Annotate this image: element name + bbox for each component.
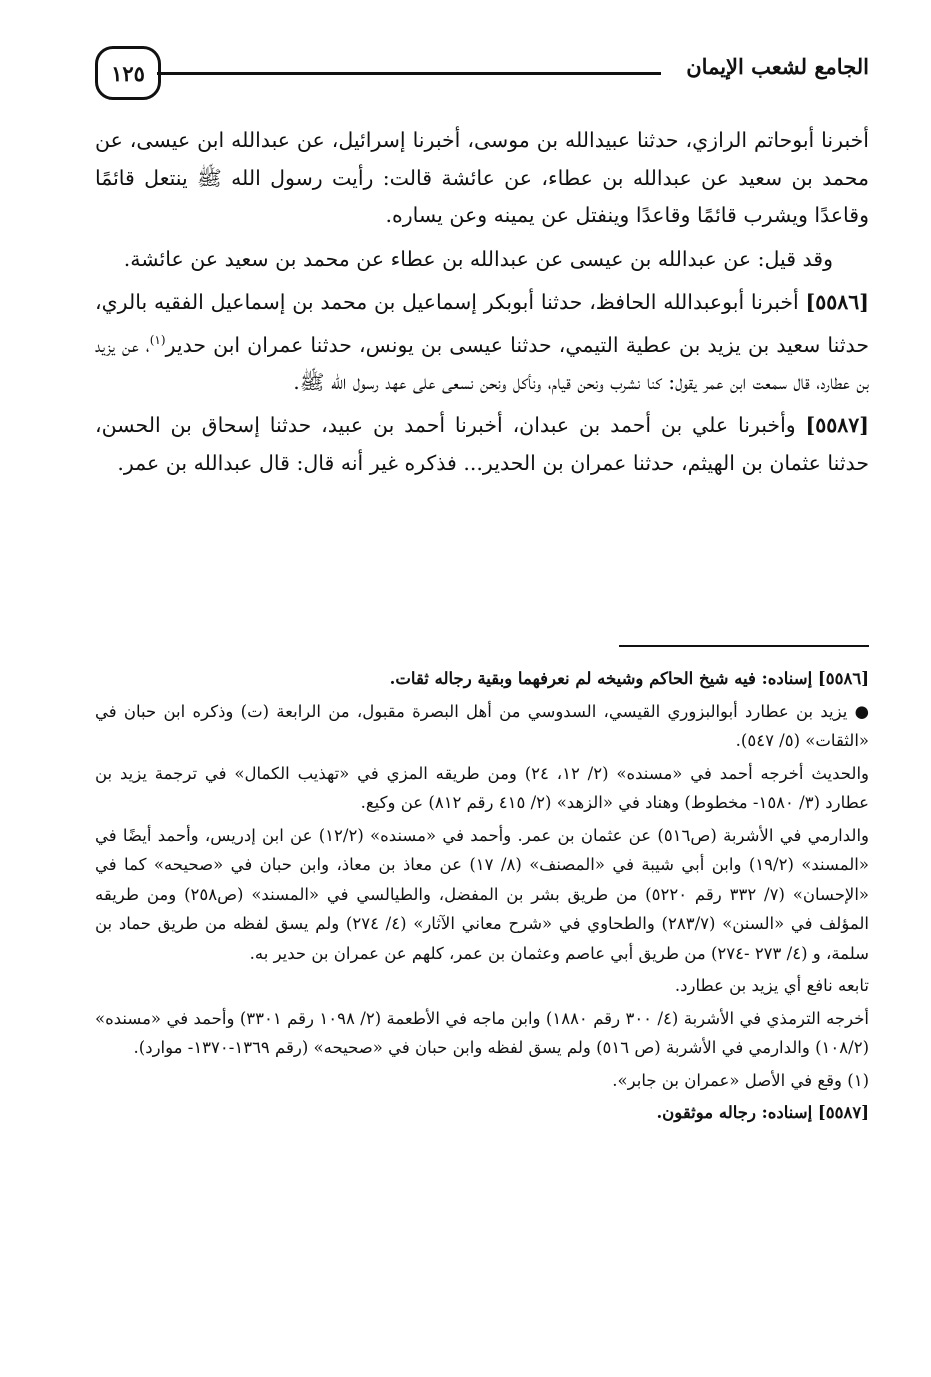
book-page xyxy=(95,0,869,1377)
note-narrator: ● يزيد بن عطارد أبوالبزوري القيسي، السدوسي من أهل البصرة مقبول، من الرابعة (ت) وذكره ابن حبان في «الثقات» (٥/ ٥٤٧). xyxy=(95,701,869,750)
hadith-text: ، عن يزيد بن عطارد، قال سمعت ابن عمر يقول: كنا نشرب ونحن قيام، ونأكل ونحن نسعى على عهد رسول الله ﷺ. xyxy=(95,332,869,394)
hadith-5586 xyxy=(95,284,869,401)
footnote-marker: (١) xyxy=(149,332,166,347)
note-mutaba: تابعه نافع أي يزيد بن عطارد. xyxy=(674,976,869,995)
hadith-text: أخبرنا أبوعبدالله الحافظ، حدثنا أبوبكر إسماعيل بن محمد بن إسماعيل الفقيه بالري، حدثنا سعيد بن يزيد بن عطية التيمي، حدثنا عيسى بن يونس، حدثنا عمران ابن حدير xyxy=(95,290,869,357)
header-rule xyxy=(157,72,661,75)
note-footnote-1: (١) وقع في الأصل «عمران بن جابر». xyxy=(612,1070,869,1090)
page-header xyxy=(95,46,869,106)
running-title: الجامع لشعب الإيمان xyxy=(686,54,869,79)
note-isnad-5586: [٥٥٨٦] إسناده: فيه شيخ الحاكم وشيخه لم نعرفهما وبقية رجاله ثقات. xyxy=(389,669,869,688)
hadith-number: [٥٥٨٦] xyxy=(805,290,869,314)
hadith-5587 xyxy=(95,407,869,482)
note-takhrij-3: أخرجه الترمذي في الأشربة (٤/ ٣٠٠ رقم ١٨٨٠) وابن ماجه في الأطعمة (٢/ ١٠٩٨ رقم ٣٣٠١) وأحمد في «مسنده» (١٠٨/٢) والدارمي في الأشربة (ص ٥١٦) ولم يسق لفظه وابن حبان في «صحيحه» (رقم ١٣٦٩-١٣٧٠- موارد). xyxy=(95,1008,870,1057)
note-takhrij-2: والدارمي في الأشربة (ص٥١٦) عن عثمان بن عمر. وأحمد في «مسنده» (١٢/٢) عن ابن إدريس، وأحمد أيضًا في «المسند» (١٩/٢) وابن أبي شيبة في «المصنف» (٨/ ١٧) عن معاذ بن معاذ، وابن حبان في «صحيحه» كما في «الإحسان» (٧/ ٣٣٢ رقم ٥٢٢٠) من طريق بشر بن المفضل، والطيالسي في «المسند» (ص٢٥٨) ومن طريقه المؤلف في «السنن» (٢٨٣/٧) والطحاوي في «شرح معاني الآثار» (٤/ ٢٧٤) ولم يسق لفظه من طريق حماد بن سلمة، و (٤/ ٢٧٣ -٢٧٤) من طريق أبي عاصم وعثمان بن عمر، كلهم عن عمران بن حدير به. xyxy=(95,825,870,963)
page-number: ١٢٥ xyxy=(95,46,161,100)
hadith-text: وأخبرنا علي بن أحمد بن عبدان، أخبرنا أحمد بن عبيد، حدثنا إسحاق بن الحسن، حدثنا عثمان بن الهيثم، حدثنا عمران بن الحدير... فذكره غير أنه قال: قال عبدالله بن عمر. xyxy=(95,413,869,475)
main-text xyxy=(95,122,869,488)
hadith-number: [٥٥٨٧] xyxy=(805,413,869,438)
note-takhrij-1: والحديث أخرجه أحمد في «مسنده» (٢/ ١٢، ٢٤) ومن طريقه المزي في «تهذيب الكمال» في ترجمة يزيد بن عطارد (٣/ ١٥٨٠- مخطوط) وهناد في «الزهد» (٢/ ٤١٥ رقم ٨١٢) عن وكيع. xyxy=(95,763,869,812)
paragraph-1: أخبرنا أبوحاتم الرازي، حدثنا عبيدالله بن موسى، أخبرنا إسرائيل، عن عبدالله ابن عيسى، عن محمد بن سعيد عن عبدالله بن عطاء، عن عائشة قالت: رأيت رسول الله ﷺ ينتعل قائمًا وقاعدًا ويشرب قائمًا وقاعدًا وينفتل عن يمينه وعن يساره. xyxy=(95,128,869,227)
note-isnad-5587: [٥٥٨٧] إسناده: رجاله موثقون. xyxy=(656,1103,869,1122)
footnote-separator xyxy=(619,645,869,647)
paragraph-2: وقد قيل: عن عبدالله بن عيسى عن عبدالله بن عطاء عن محمد بن سعيد عن عائشة. xyxy=(123,246,833,271)
footnotes xyxy=(95,664,869,1131)
